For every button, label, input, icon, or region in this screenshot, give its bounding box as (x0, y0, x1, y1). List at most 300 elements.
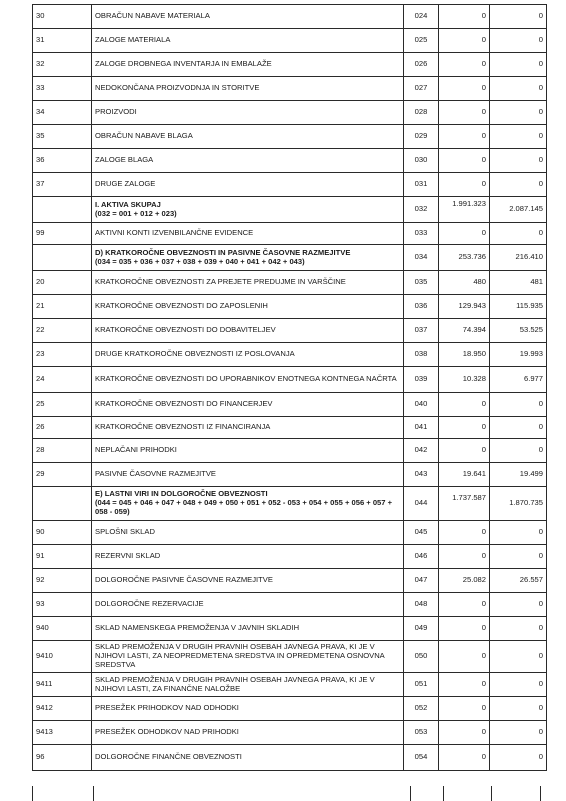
current-year-value-cell (439, 593, 490, 617)
aop-code-cell (404, 5, 439, 29)
current-year-value: 25.082 (462, 575, 486, 585)
account-code: 34 (36, 107, 45, 117)
account-name-cell (92, 29, 404, 53)
account-code-cell (33, 487, 92, 521)
current-year-value: 129.943 (458, 301, 486, 311)
previous-year-value-cell (490, 223, 547, 245)
table-row (33, 245, 547, 271)
account-name: NEDOKONČANA PROIZVODNJA IN STORITVE (95, 83, 260, 93)
account-code-cell (33, 319, 92, 343)
current-year-value-cell (439, 439, 490, 463)
current-year-value-cell (439, 53, 490, 77)
account-name-cell (92, 367, 404, 393)
account-code: 29 (36, 469, 45, 479)
aop-code: 053 (414, 727, 428, 737)
account-code-cell (33, 367, 92, 393)
account-name: KRATKOROČNE OBVEZNOSTI DO ZAPOSLENIH (95, 301, 268, 311)
account-name: SPLOŠNI SKLAD (95, 527, 155, 537)
previous-year-value: 0 (538, 703, 543, 713)
account-name: SKLAD PREMOŽENJA V DRUGIH PRAVNIH OSEBAH JAVNEGA PRAVA, KI JE V NJIHOVI LASTI, ZA FINANČNE NALOŽBE (95, 674, 375, 693)
aop-code-cell (404, 487, 439, 521)
aop-code: 046 (414, 551, 428, 561)
account-code-cell (33, 439, 92, 463)
current-year-value-cell (439, 697, 490, 721)
previous-year-value: 19.993 (519, 349, 543, 359)
account-code: 35 (36, 131, 45, 141)
aop-code: 045 (414, 527, 428, 537)
account-code-cell (33, 271, 92, 295)
current-year-value-cell (439, 673, 490, 697)
account-name-cell (92, 101, 404, 125)
aop-code: 035 (414, 277, 428, 287)
aop-code: 037 (414, 325, 428, 335)
aop-code: 025 (414, 35, 428, 45)
aop-code: 050 (414, 651, 428, 661)
previous-year-value-cell (490, 487, 547, 521)
aop-code-cell (404, 393, 439, 417)
account-code: 26 (36, 422, 45, 432)
aop-code: 047 (414, 575, 428, 585)
previous-year-value: 0 (538, 399, 543, 409)
account-name: DRUGE ZALOGE (95, 179, 156, 189)
current-year-value: 18.950 (462, 349, 486, 359)
current-year-value: 0 (481, 131, 486, 141)
current-year-value: 0 (481, 399, 486, 409)
current-year-value-cell (439, 101, 490, 125)
aop-code-cell (404, 125, 439, 149)
previous-year-value: 481 (530, 277, 543, 287)
account-code: 90 (36, 527, 45, 537)
previous-year-value-cell (490, 569, 547, 593)
table-row (33, 673, 547, 697)
account-code-cell (33, 77, 92, 101)
account-name: SKLAD NAMENSKEGA PREMOŽENJA V JAVNIH SKLADIH (95, 623, 300, 633)
current-year-value: 480 (473, 277, 486, 287)
aop-code: 032 (414, 204, 428, 214)
previous-year-value-cell (490, 343, 547, 367)
table-row (33, 593, 547, 617)
previous-year-value-cell (490, 149, 547, 173)
current-year-value: 0 (481, 727, 486, 737)
aop-code-cell (404, 439, 439, 463)
account-name-cell (92, 343, 404, 367)
balance-sheet-body (33, 5, 547, 771)
account-code: 25 (36, 399, 45, 409)
account-name: SKLAD PREMOŽENJA V DRUGIH PRAVNIH OSEBAH JAVNEGA PRAVA, KI JE V NJIHOVI LASTI, ZA NEOPREDMETENA SREDSTVA IN OPREDMETENA OSNOVNA SREDSTVA (95, 642, 385, 669)
account-name: OBRAČUN NABAVE MATERIALA (95, 11, 210, 21)
aop-code: 038 (414, 349, 428, 359)
aop-code-cell (404, 641, 439, 673)
table-row (33, 29, 547, 53)
current-year-value-cell (439, 173, 490, 197)
current-year-value: 0 (481, 445, 486, 455)
account-code-cell (33, 393, 92, 417)
account-name: PRESEŽEK ODHODKOV NAD PRIHODKI (95, 727, 239, 737)
account-name: KRATKOROČNE OBVEZNOSTI DO FINANCERJEV (95, 399, 273, 409)
current-year-value: 0 (481, 551, 486, 561)
account-name-cell (92, 463, 404, 487)
aop-code-cell (404, 101, 439, 125)
current-year-value: 1.737.587 (452, 493, 486, 503)
account-name-cell (92, 223, 404, 245)
previous-year-value: 0 (538, 527, 543, 537)
table-row (33, 617, 547, 641)
current-year-value-cell (439, 721, 490, 745)
previous-year-value-cell (490, 593, 547, 617)
previous-year-value-cell (490, 417, 547, 439)
aop-code: 030 (414, 155, 428, 165)
account-code: 37 (36, 179, 45, 189)
previous-year-value: 0 (538, 228, 543, 238)
aop-code: 041 (414, 422, 428, 432)
account-code-cell (33, 569, 92, 593)
previous-year-value: 0 (538, 131, 543, 141)
account-name-cell (92, 721, 404, 745)
account-name: KRATKOROČNE OBVEZNOSTI DO UPORABNIKOV ENOTNEGA KONTNEGA NAČRTA (95, 374, 397, 384)
aop-code: 042 (414, 445, 428, 455)
current-year-value: 0 (481, 11, 486, 21)
aop-code-cell (404, 367, 439, 393)
table-row (33, 295, 547, 319)
account-name: AKTIVNI KONTI IZVENBILANČNE EVIDENCE (95, 228, 254, 238)
current-year-value: 74.394 (462, 325, 486, 335)
current-year-value-cell (439, 271, 490, 295)
table-row (33, 721, 547, 745)
aop-code-cell (404, 569, 439, 593)
table-row (33, 77, 547, 101)
previous-year-value-cell (490, 101, 547, 125)
aop-code: 054 (414, 752, 428, 762)
account-code-cell (33, 697, 92, 721)
account-name: KRATKOROČNE OBVEZNOSTI ZA PREJETE PREDUJME IN VARŠČINE (95, 277, 346, 287)
table-row (33, 545, 547, 569)
previous-year-value-cell (490, 295, 547, 319)
account-code: 92 (36, 575, 45, 585)
previous-year-value-cell (490, 463, 547, 487)
table-row (33, 5, 547, 29)
account-code: 36 (36, 155, 45, 165)
table-row (33, 745, 547, 771)
account-code: 24 (36, 374, 45, 384)
balance-sheet-table (32, 4, 547, 771)
account-code: 91 (36, 551, 45, 561)
current-year-value-cell (439, 367, 490, 393)
previous-year-value-cell (490, 641, 547, 673)
account-code-cell (33, 173, 92, 197)
table-row (33, 697, 547, 721)
previous-year-value: 6.977 (523, 374, 543, 384)
previous-year-value-cell (490, 197, 547, 223)
account-code: 9411 (36, 679, 53, 689)
aop-code-cell (404, 697, 439, 721)
aop-code: 031 (414, 179, 428, 189)
current-year-value: 0 (481, 679, 486, 689)
account-code-cell (33, 593, 92, 617)
aop-code-cell (404, 53, 439, 77)
previous-year-value: 0 (538, 11, 543, 21)
aop-code-cell (404, 463, 439, 487)
previous-year-value: 0 (538, 727, 543, 737)
previous-year-value: 2.087.145 (509, 204, 543, 214)
account-code: 9410 (36, 651, 53, 661)
current-year-value-cell (439, 125, 490, 149)
account-name-cell (92, 53, 404, 77)
aop-code: 027 (414, 83, 428, 93)
previous-year-value: 0 (538, 422, 543, 432)
account-code: 23 (36, 349, 45, 359)
table-row (33, 271, 547, 295)
account-code: 20 (36, 277, 45, 287)
account-name: REZERVNI SKLAD (95, 551, 161, 561)
account-code-cell (33, 223, 92, 245)
account-name: KRATKOROČNE OBVEZNOSTI DO DOBAVITELJEV (95, 325, 276, 335)
aop-code: 026 (414, 59, 428, 69)
aop-code-cell (404, 77, 439, 101)
account-name-cell (92, 641, 404, 673)
aop-code-cell (404, 149, 439, 173)
account-name-cell (92, 77, 404, 101)
account-code-cell (33, 197, 92, 223)
account-name-cell (92, 319, 404, 343)
table-row (33, 101, 547, 125)
account-code: 28 (36, 445, 45, 455)
account-name-cell (92, 295, 404, 319)
current-year-value: 0 (481, 752, 486, 762)
previous-year-value-cell (490, 545, 547, 569)
account-code-cell (33, 53, 92, 77)
account-code: 30 (36, 11, 45, 21)
account-name-cell (92, 569, 404, 593)
current-year-value: 0 (481, 228, 486, 238)
account-code: 33 (36, 83, 45, 93)
account-code-cell (33, 745, 92, 771)
table-row (33, 53, 547, 77)
previous-year-value: 0 (538, 651, 543, 661)
account-name: OBRAČUN NABAVE BLAGA (95, 131, 193, 141)
aop-code: 036 (414, 301, 428, 311)
current-year-value-cell (439, 487, 490, 521)
previous-year-value: 0 (538, 83, 543, 93)
current-year-value-cell (439, 545, 490, 569)
account-formula: (032 = 001 + 012 + 023) (95, 208, 177, 218)
previous-year-value: 0 (538, 599, 543, 609)
current-year-value-cell (439, 343, 490, 367)
previous-year-value-cell (490, 125, 547, 149)
account-code-cell (33, 617, 92, 641)
table-row (33, 487, 547, 521)
previous-year-value-cell (490, 673, 547, 697)
previous-year-value: 0 (538, 623, 543, 633)
current-year-value-cell (439, 197, 490, 223)
current-year-value: 19.641 (462, 469, 486, 479)
account-name: KRATKOROČNE OBVEZNOSTI IZ FINANCIRANJA (95, 422, 271, 432)
account-name-cell (92, 521, 404, 545)
account-code-cell (33, 343, 92, 367)
account-name: NEPLAČANI PRIHODKI (95, 445, 177, 455)
previous-year-value-cell (490, 29, 547, 53)
account-name-cell (92, 271, 404, 295)
account-name-cell (92, 439, 404, 463)
account-code: 93 (36, 599, 45, 609)
table-row (33, 367, 547, 393)
current-year-value-cell (439, 245, 490, 271)
current-year-value-cell (439, 149, 490, 173)
table-row (33, 439, 547, 463)
table-row (33, 569, 547, 593)
aop-code-cell (404, 29, 439, 53)
aop-code: 049 (414, 623, 428, 633)
previous-year-value: 26.557 (519, 575, 543, 585)
previous-year-value-cell (490, 53, 547, 77)
previous-year-value-cell (490, 173, 547, 197)
current-year-value: 0 (481, 83, 486, 93)
account-name-cell (92, 745, 404, 771)
previous-year-value-cell (490, 697, 547, 721)
aop-code-cell (404, 223, 439, 245)
current-year-value: 0 (481, 703, 486, 713)
table-row (33, 641, 547, 673)
aop-code: 044 (414, 498, 428, 508)
account-formula: (034 = 035 + 036 + 037 + 038 + 039 + 040 + 041 + 042 + 043) (95, 256, 305, 266)
table-row (33, 173, 547, 197)
table-row (33, 417, 547, 439)
current-year-value: 0 (481, 422, 486, 432)
account-code-cell (33, 545, 92, 569)
previous-year-value: 216.410 (515, 252, 543, 262)
account-code-cell (33, 125, 92, 149)
account-name-cell (92, 149, 404, 173)
aop-code: 024 (414, 11, 428, 21)
current-year-value-cell (439, 617, 490, 641)
aop-code-cell (404, 721, 439, 745)
previous-year-value: 1.870.735 (509, 498, 543, 508)
account-code: 31 (36, 35, 45, 45)
account-code: 21 (36, 301, 45, 311)
aop-code: 051 (414, 679, 428, 689)
account-name: DOLGOROČNE REZERVACIJE (95, 599, 204, 609)
current-year-value: 0 (481, 35, 486, 45)
account-name-cell (92, 593, 404, 617)
current-year-value-cell (439, 223, 490, 245)
current-year-value-cell (439, 29, 490, 53)
previous-year-value: 0 (538, 155, 543, 165)
account-name: DOLGOROČNE PASIVNE ČASOVNE RAZMEJITVE (95, 575, 273, 585)
table-row (33, 521, 547, 545)
previous-year-value-cell (490, 367, 547, 393)
previous-year-value-cell (490, 245, 547, 271)
table-row (33, 343, 547, 367)
previous-year-value-cell (490, 745, 547, 771)
aop-code-cell (404, 319, 439, 343)
table-row (33, 125, 547, 149)
account-code: 99 (36, 228, 45, 238)
aop-code-cell (404, 521, 439, 545)
account-name-cell (92, 673, 404, 697)
previous-year-value-cell (490, 521, 547, 545)
account-name-cell (92, 393, 404, 417)
account-code-cell (33, 29, 92, 53)
previous-year-value: 0 (538, 107, 543, 117)
previous-year-value: 0 (538, 59, 543, 69)
current-year-value: 0 (481, 599, 486, 609)
table-row (33, 197, 547, 223)
account-code-cell (33, 245, 92, 271)
aop-code-cell (404, 617, 439, 641)
current-year-value: 10.328 (462, 374, 486, 384)
account-code: 9412 (36, 703, 53, 713)
account-formula: (044 = 045 + 046 + 047 + 048 + 049 + 050 + 051 + 052 - 053 + 054 + 055 + 056 + 057 + 058 - 059) (95, 498, 393, 516)
previous-year-value-cell (490, 319, 547, 343)
account-code-cell (33, 5, 92, 29)
current-year-value: 0 (481, 59, 486, 69)
account-code-cell (33, 463, 92, 487)
aop-code-cell (404, 745, 439, 771)
previous-year-value-cell (490, 271, 547, 295)
current-year-value-cell (439, 417, 490, 439)
current-year-value-cell (439, 641, 490, 673)
aop-code-cell (404, 343, 439, 367)
account-code-cell (33, 101, 92, 125)
aop-code-cell (404, 673, 439, 697)
account-name-cell (92, 545, 404, 569)
aop-code: 048 (414, 599, 428, 609)
current-year-value-cell (439, 569, 490, 593)
current-year-value: 0 (481, 107, 486, 117)
account-code: 9413 (36, 727, 53, 737)
account-code-cell (33, 673, 92, 697)
account-code-cell (33, 417, 92, 439)
aop-code: 040 (414, 399, 428, 409)
account-name: PASIVNE ČASOVNE RAZMEJITVE (95, 469, 216, 479)
account-name: PRESEŽEK PRIHODKOV NAD ODHODKI (95, 703, 239, 713)
table-continuation-lines (32, 786, 541, 801)
aop-code-cell (404, 197, 439, 223)
aop-code: 043 (414, 469, 428, 479)
account-name: I. AKTIVA SKUPAJ (95, 199, 161, 209)
account-code: 32 (36, 59, 45, 69)
previous-year-value: 0 (538, 551, 543, 561)
previous-year-value: 19.499 (519, 469, 543, 479)
account-name-cell (92, 173, 404, 197)
current-year-value-cell (439, 295, 490, 319)
previous-year-value-cell (490, 5, 547, 29)
previous-year-value-cell (490, 617, 547, 641)
previous-year-value-cell (490, 439, 547, 463)
account-name-cell (92, 417, 404, 439)
account-code-cell (33, 521, 92, 545)
account-name-cell (92, 125, 404, 149)
table-row (33, 149, 547, 173)
aop-code-cell (404, 173, 439, 197)
current-year-value: 1.991.323 (452, 199, 486, 209)
current-year-value-cell (439, 463, 490, 487)
table-row (33, 319, 547, 343)
account-name: ZALOGE MATERIALA (95, 35, 171, 45)
current-year-value: 0 (481, 179, 486, 189)
previous-year-value: 0 (538, 35, 543, 45)
current-year-value: 0 (481, 623, 486, 633)
previous-year-value-cell (490, 721, 547, 745)
previous-year-value: 0 (538, 752, 543, 762)
account-code-cell (33, 295, 92, 319)
current-year-value-cell (439, 319, 490, 343)
account-code: 96 (36, 752, 45, 762)
previous-year-value: 0 (538, 179, 543, 189)
account-name: ZALOGE DROBNEGA INVENTARJA IN EMBALAŽE (95, 59, 272, 69)
account-name-cell (92, 5, 404, 29)
account-name: E) LASTNI VIRI IN DOLGOROČNE OBVEZNOSTI (95, 489, 268, 499)
previous-year-value-cell (490, 393, 547, 417)
